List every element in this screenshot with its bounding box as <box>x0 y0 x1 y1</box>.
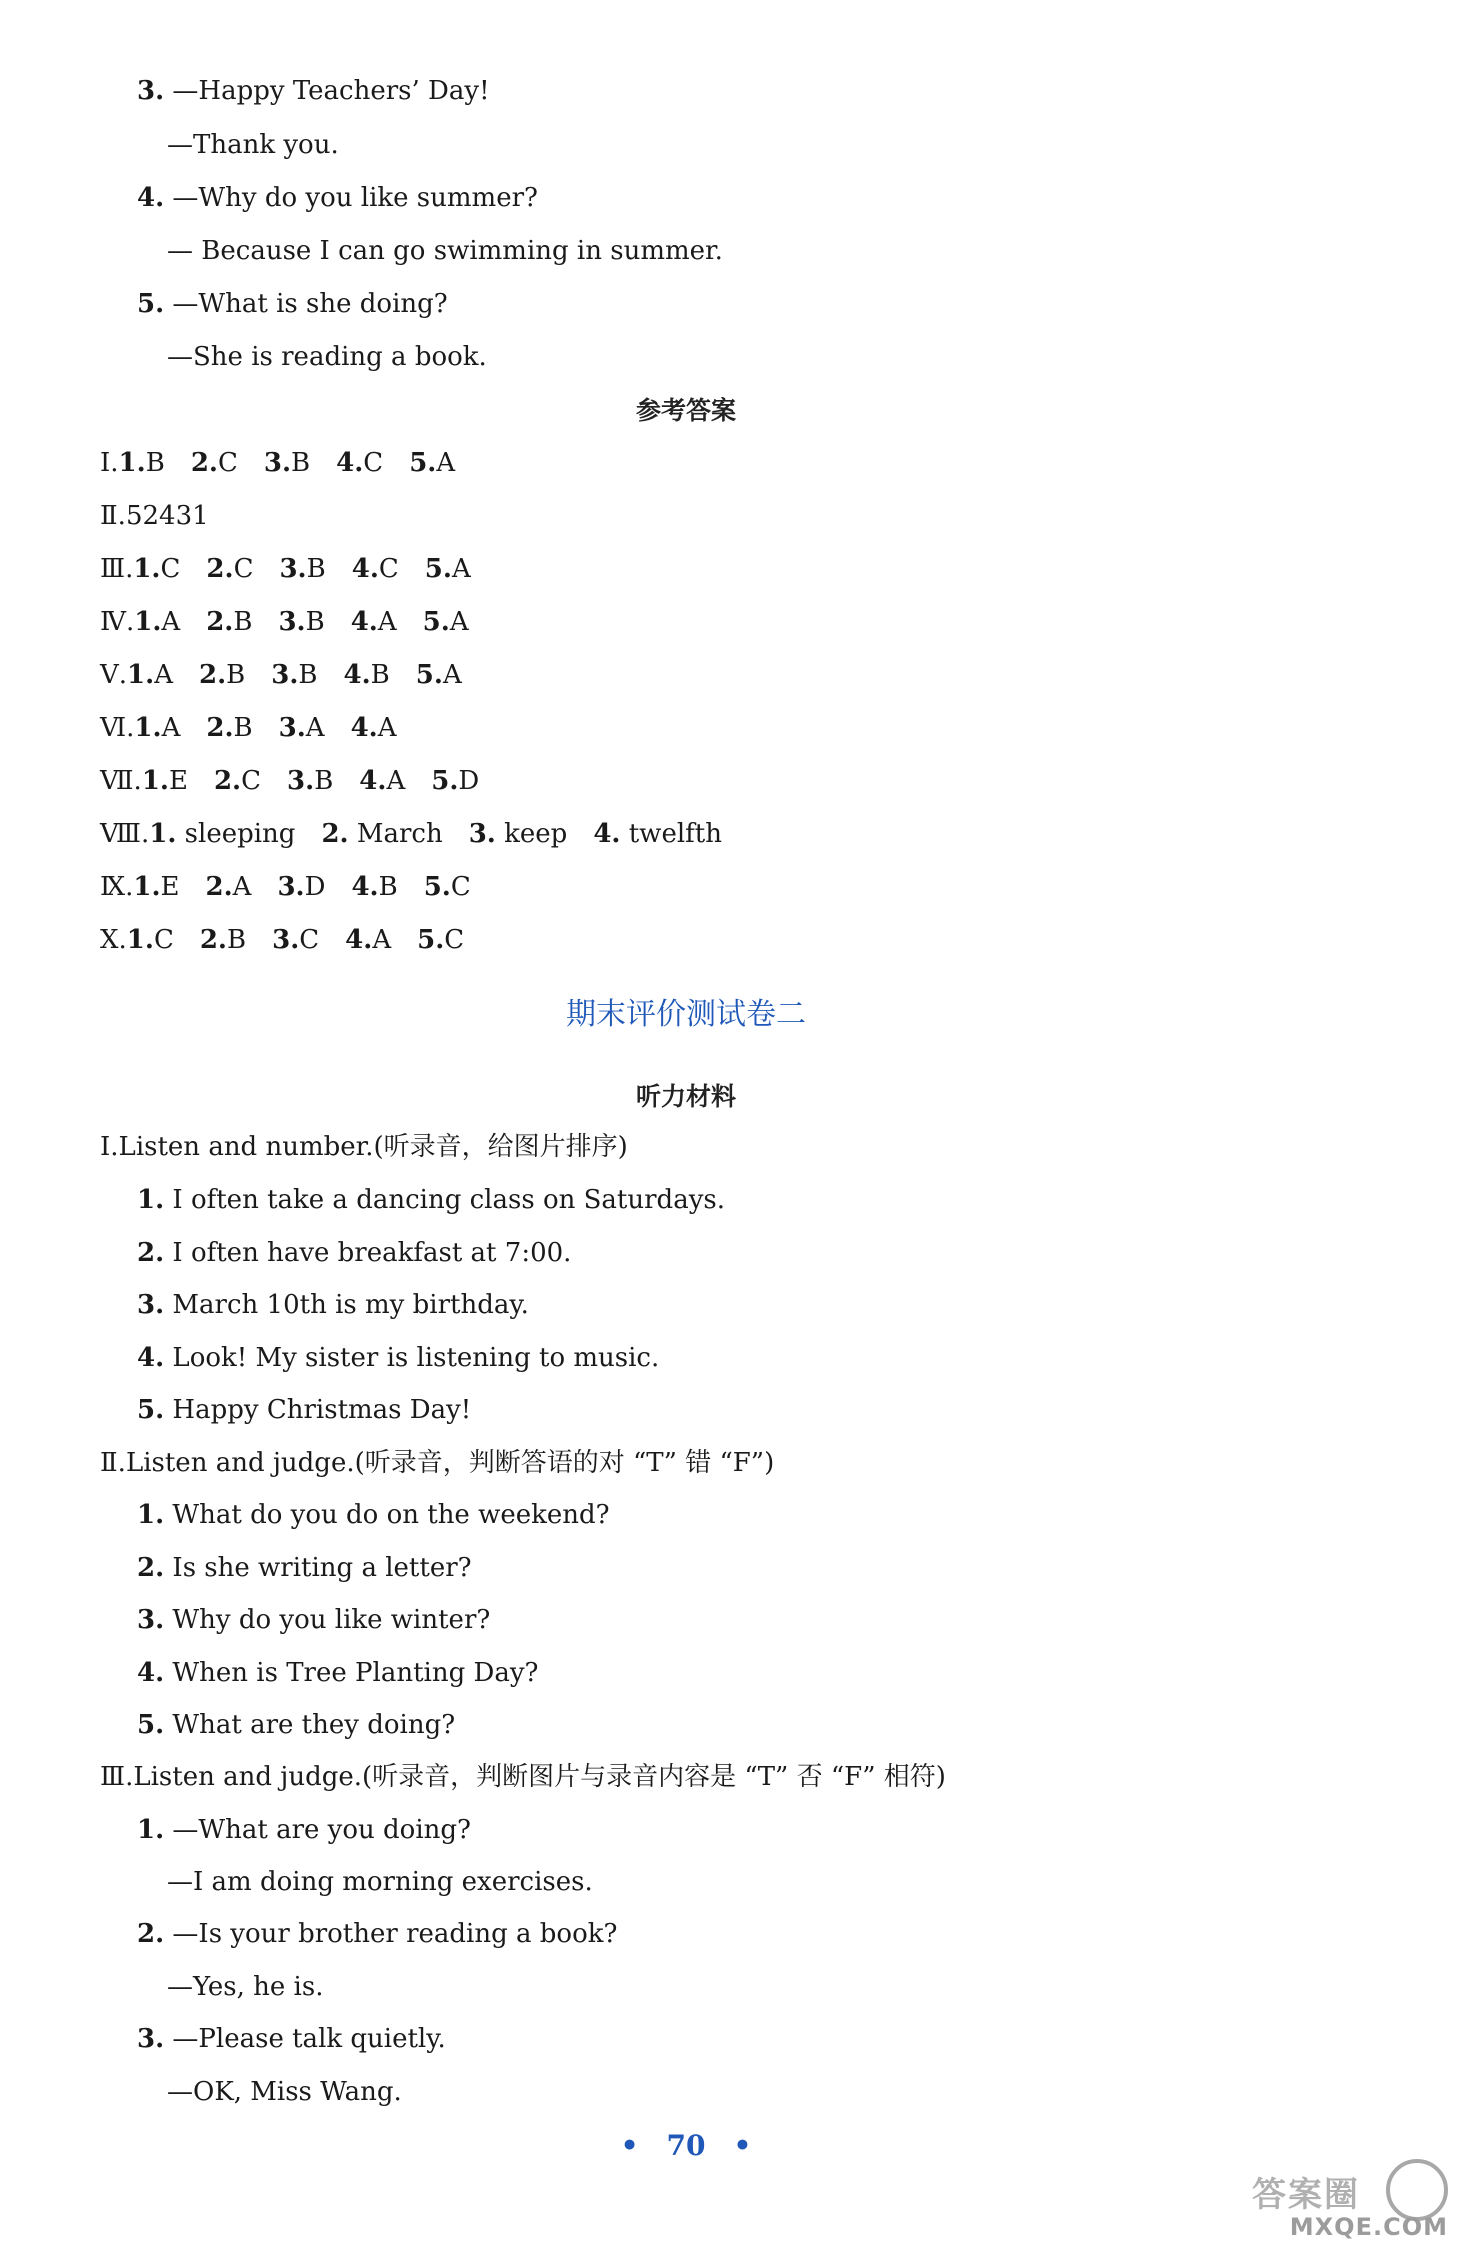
dialog-3-answer: —Thank you. <box>167 130 339 160</box>
part3-answer: —I am doing morning exercises. <box>167 1867 593 1897</box>
part3-answer: —OK, Miss Wang. <box>167 2077 402 2107</box>
part2-item: 3. Why do you like winter? <box>137 1605 491 1635</box>
answer-row-7: Ⅶ.1.E 2.C 3.B 4.A 5.D <box>100 766 480 796</box>
bullet-icon: • <box>620 2129 639 2162</box>
watermark-mark: 答案圈 <box>1252 2175 1360 2215</box>
dialog-4-question: 4. —Why do you like summer? <box>137 183 538 213</box>
part2-item: 1. What do you do on the weekend? <box>137 1500 610 1530</box>
answer-row-6: Ⅵ.1.A 2.B 3.A 4.A <box>100 713 397 743</box>
answer-row-8: Ⅷ.1. sleeping 2. March 3. keep 4. twelfth <box>100 819 722 849</box>
dialog-5-question: 5. —What is she doing? <box>137 289 448 319</box>
answer-row-3: Ⅲ.1.C 2.C 3.B 4.C 5.A <box>100 554 471 584</box>
answer-row-5: Ⅴ.1.A 2.B 3.B 4.B 5.A <box>100 660 462 690</box>
dialog-5-answer: —She is reading a book. <box>167 342 487 372</box>
part1-item: 3. March 10th is my birthday. <box>137 1290 529 1320</box>
part2-item: 2. Is she writing a letter? <box>137 1553 472 1583</box>
answer-row-2: Ⅱ.52431 <box>100 501 209 531</box>
part1-item: 4. Look! My sister is listening to music. <box>137 1343 660 1373</box>
part3-question: 2. —Is your brother reading a book? <box>137 1919 618 1949</box>
part3-title: Ⅲ.Listen and judge.(听录音，判断图片与录音内容是 “T” 否 “F” 相符) <box>100 1762 946 1792</box>
bullet-icon: • <box>733 2129 752 2162</box>
part3-question: 1. —What are you doing? <box>137 1815 471 1845</box>
listening-heading: 听力材料 <box>635 1082 736 1111</box>
dialog-3-question: 3. —Happy Teachers’ Day! <box>137 76 490 106</box>
part2-title: Ⅱ.Listen and judge.(听录音，判断答语的对 “T” 错 “F”) <box>100 1448 775 1478</box>
part1-item: 1. I often take a dancing class on Saturdays. <box>137 1185 725 1215</box>
part1-title: Ⅰ.Listen and number.(听录音，给图片排序) <box>100 1132 628 1162</box>
page-number: • 70 • <box>620 2129 752 2162</box>
section-title: 期末评价测试卷二 <box>566 997 806 1032</box>
answers-heading: 参考答案 <box>635 396 736 425</box>
dialog-4-answer: — Because I can go swimming in summer. <box>167 236 723 266</box>
part1-item: 5. Happy Christmas Day! <box>137 1395 472 1425</box>
answer-row-4: Ⅳ.1.A 2.B 3.B 4.A 5.A <box>100 607 469 637</box>
answer-row-10: Ⅹ.1.C 2.B 3.C 4.A 5.C <box>100 925 465 955</box>
part3-question: 3. —Please talk quietly. <box>137 2024 446 2054</box>
part3-answer: —Yes, he is. <box>167 1972 324 2002</box>
answer-row-9: Ⅸ.1.E 2.A 3.D 4.B 5.C <box>100 872 471 902</box>
watermark-seal-icon <box>1386 2159 1448 2221</box>
watermark-url: MXQE.COM <box>1289 2213 1448 2241</box>
site-watermark <box>1248 2155 1454 2245</box>
part1-item: 2. I often have breakfast at 7:00. <box>137 1238 572 1268</box>
part2-item: 4. When is Tree Planting Day? <box>137 1658 539 1688</box>
answer-row-1: Ⅰ.1.B 2.C 3.B 4.C 5.A <box>100 448 456 478</box>
part2-item: 5. What are they doing? <box>137 1710 456 1740</box>
